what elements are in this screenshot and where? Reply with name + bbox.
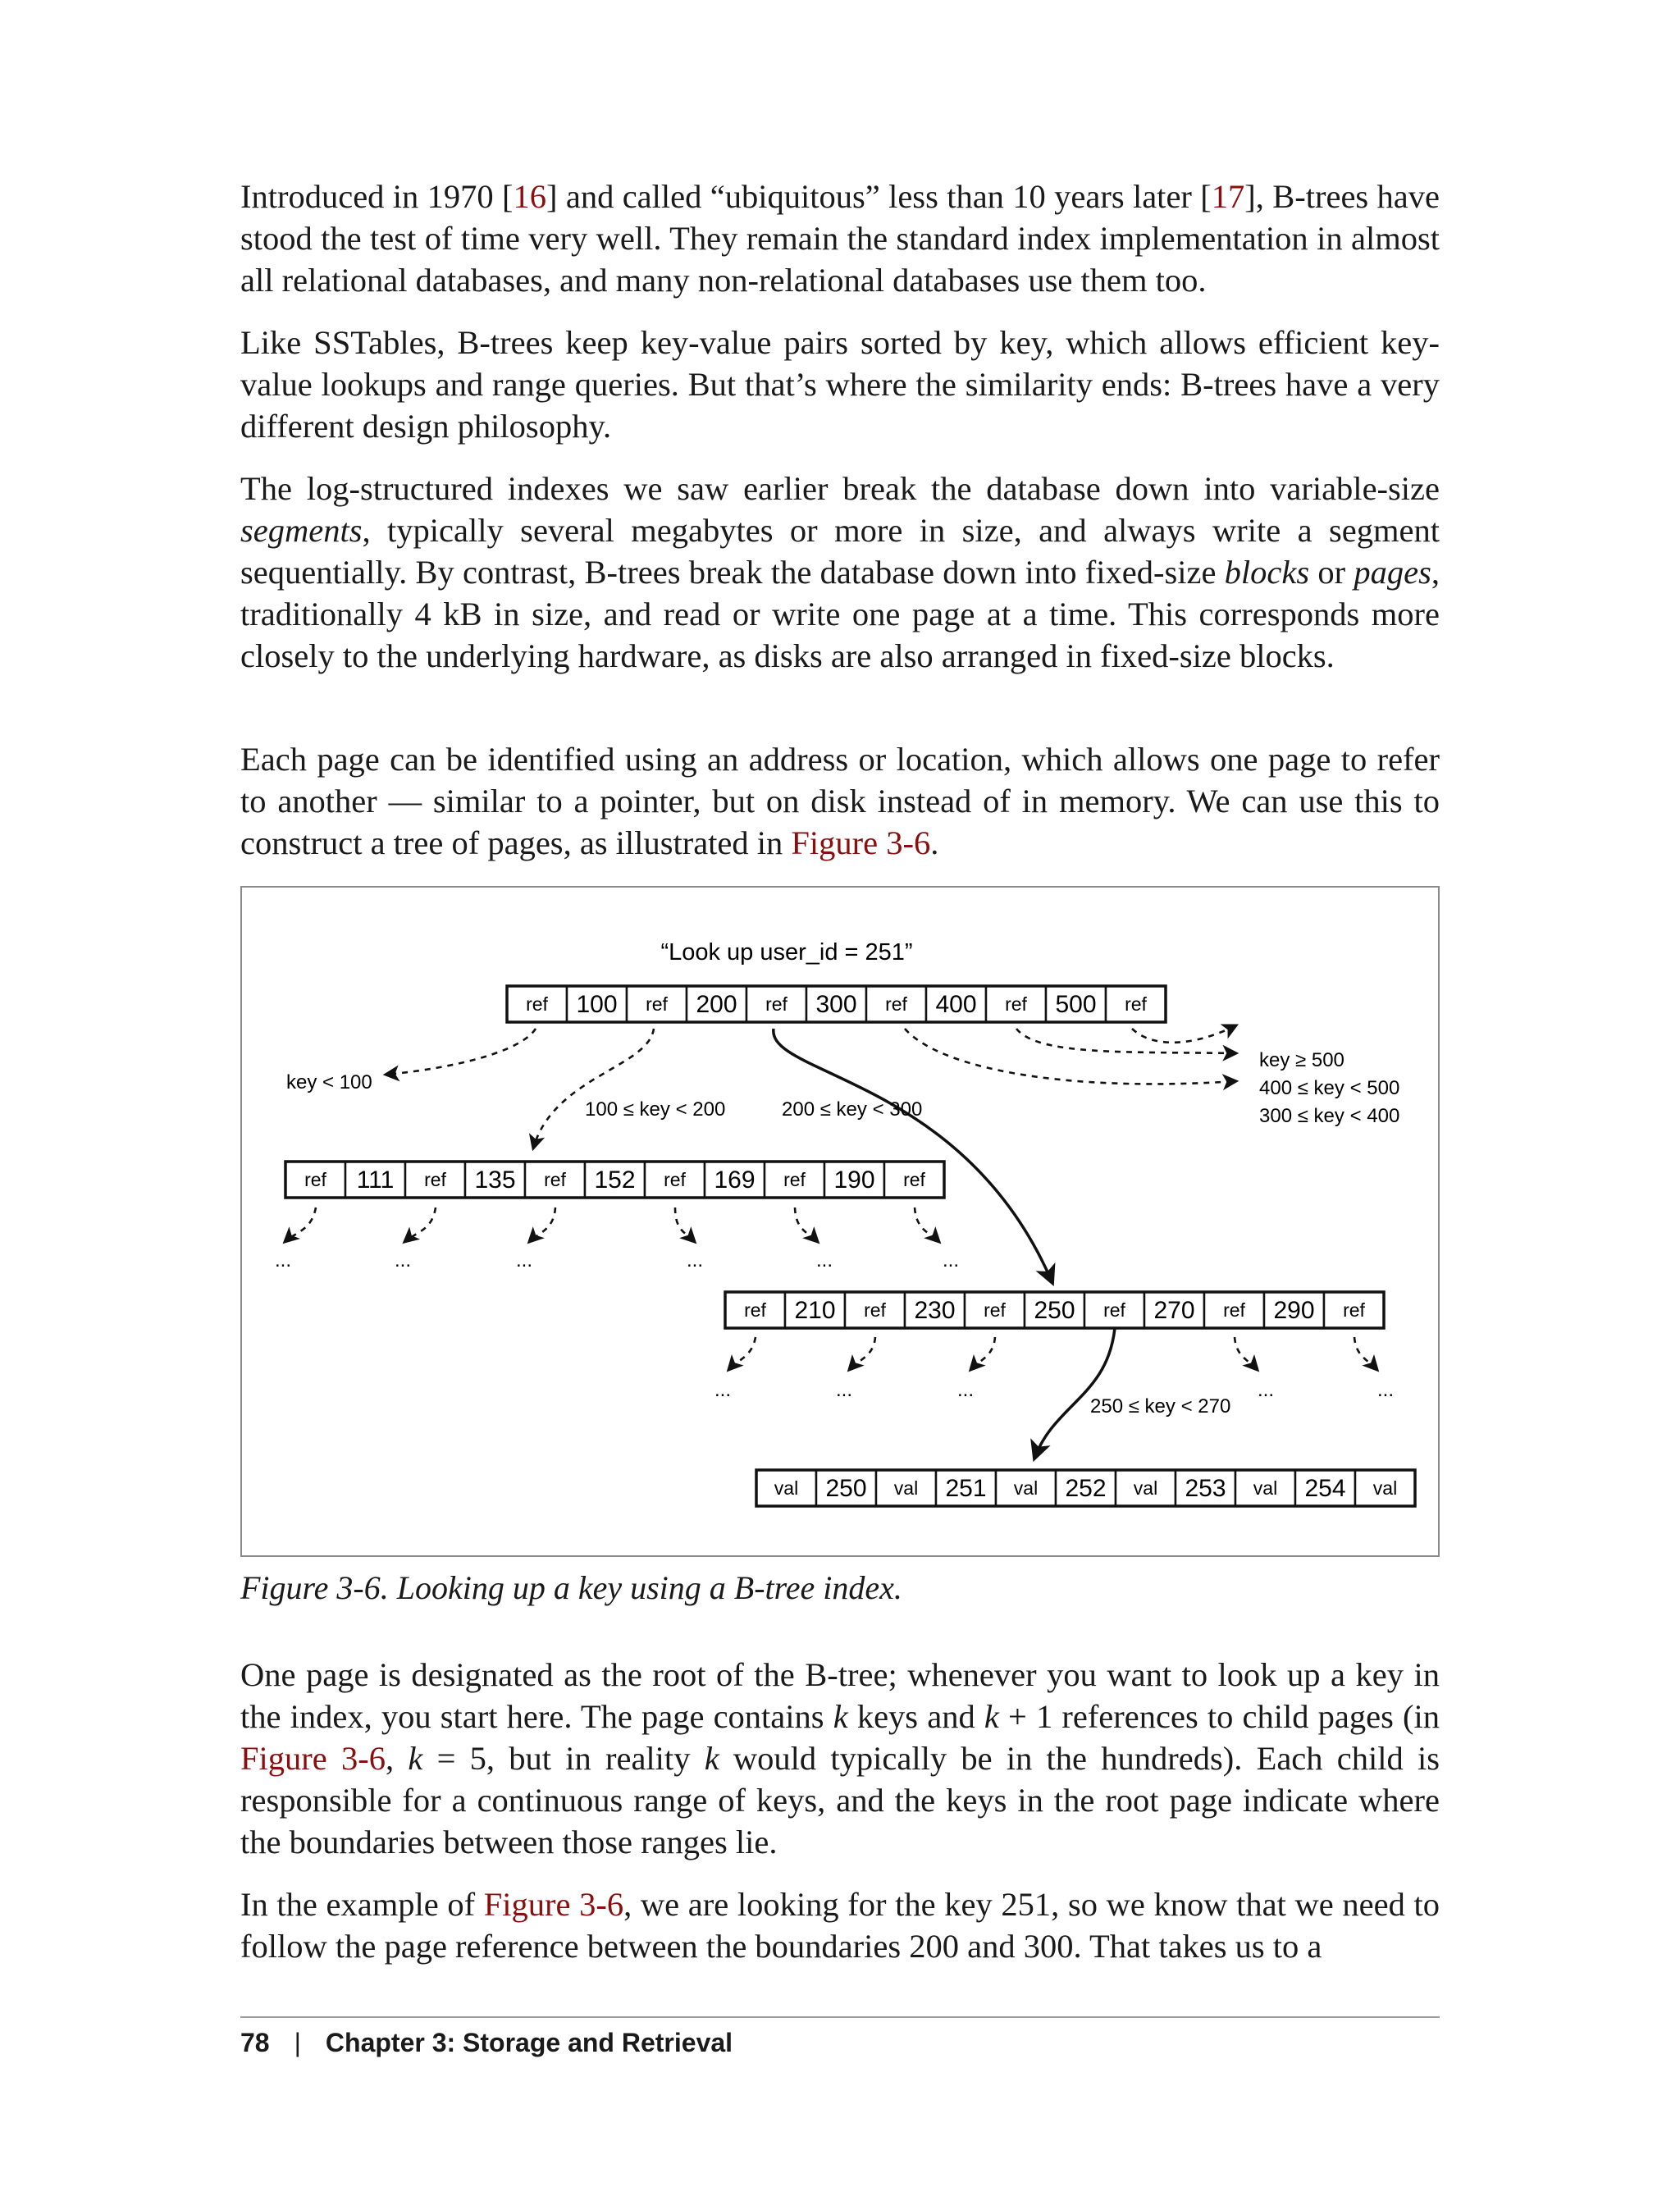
ellipsis: ... <box>275 1249 292 1271</box>
pointer-arrow <box>849 1337 875 1370</box>
key-label: 250 <box>1034 1297 1075 1324</box>
pointer-arrow <box>675 1208 695 1242</box>
paragraph-lookup-example <box>240 1883 1440 1967</box>
reference-label: ref <box>1343 1299 1365 1321</box>
value-label: val <box>774 1477 799 1499</box>
ellipsis: ... <box>943 1249 960 1271</box>
ellipsis: ... <box>687 1249 704 1271</box>
pointer-arrow <box>795 1208 818 1242</box>
label-range-300-400: 300 ≤ key < 400 <box>1259 1105 1400 1127</box>
text-run: , typically several megabytes or more in size, and always write a segment sequentially. By contrast, B-trees break the database down into fixed-size <box>240 512 1440 591</box>
key-label: 230 <box>914 1297 956 1324</box>
reference-label: ref <box>1103 1299 1125 1321</box>
reference-label: ref <box>765 993 788 1015</box>
ellipsis: ... <box>516 1249 533 1271</box>
citation-link-17[interactable]: 17 <box>1211 178 1245 215</box>
ellipsis: ... <box>957 1379 975 1401</box>
value-label: val <box>1253 1477 1278 1499</box>
math-k: k <box>704 1740 719 1777</box>
citation-link-16[interactable]: 16 <box>513 178 547 215</box>
text-run: Each page can be identified using an address or location, which allows one page to refer to another — similar to a pointer, but on disk instead of in memory. We can use this to construct a tree of pages, as illustrated in <box>240 741 1440 861</box>
page-number: 78 <box>240 2028 270 2057</box>
math-k: k <box>408 1740 423 1777</box>
value-label: val <box>1372 1477 1398 1499</box>
key-label: 290 <box>1273 1297 1315 1324</box>
figure-link[interactable]: Figure 3-6 <box>791 824 931 861</box>
text-run: + 1 references to child pages (in <box>998 1698 1440 1735</box>
text-run: , we are looking for the key 251, so we know that we need to follow the page reference between the boundaries 200 and 300. That takes us to a <box>240 1886 1440 1965</box>
key-label: 253 <box>1185 1475 1226 1502</box>
ellipsis: ... <box>816 1249 833 1271</box>
key-label: 169 <box>714 1166 756 1194</box>
reference-label: ref <box>984 1299 1006 1321</box>
pointer-arrow-300-400 <box>905 1029 1236 1084</box>
reference-label: ref <box>526 993 548 1015</box>
math-k: k <box>833 1698 848 1735</box>
label-range-200-300: 200 ≤ key < 300 <box>782 1098 923 1121</box>
reference-label: ref <box>864 1299 886 1321</box>
text-run: In the example of <box>240 1886 484 1923</box>
key-label: 210 <box>794 1297 836 1324</box>
pointer-arrow <box>1235 1337 1258 1370</box>
pointer-arrow-400-500 <box>1016 1029 1236 1053</box>
label-range-250-270: 250 ≤ key < 270 <box>1090 1395 1231 1418</box>
key-label: 270 <box>1153 1297 1195 1324</box>
key-label: 100 <box>576 991 618 1018</box>
term-pages: pages <box>1354 554 1431 591</box>
value-label: val <box>893 1477 919 1499</box>
figure-caption: Figure 3-6. Looking up a key using a B-tree index. <box>240 1569 902 1606</box>
key-label: 111 <box>356 1166 395 1194</box>
pointer-arrow <box>1354 1337 1377 1370</box>
lookup-path-arrow-root-to-child <box>774 1029 1052 1283</box>
label-key-ge-500: key ≥ 500 <box>1259 1049 1344 1071</box>
text-run: . <box>930 824 939 861</box>
root-page <box>507 986 1166 1022</box>
btree-diagram <box>242 888 1438 1555</box>
value-label: val <box>1013 1477 1039 1499</box>
key-label: 500 <box>1055 991 1097 1018</box>
child-page-middle <box>725 1292 1384 1328</box>
figure-btree <box>240 886 1440 1557</box>
text-run: , traditionally 4 kB in size, and read or write one page at a time. This corresponds more closely to the underlying hardware, as disks are also arranged in fixed-size blocks. <box>240 554 1440 674</box>
pointer-arrow-100-200 <box>533 1029 654 1148</box>
reference-label: ref <box>424 1169 446 1190</box>
text-run: The log-structured indexes we saw earlier break the database down into variable-size <box>240 470 1440 507</box>
term-segments: segments <box>240 512 363 549</box>
chapter-title: Chapter 3: Storage and Retrieval <box>325 2028 733 2057</box>
reference-label: ref <box>744 1299 766 1321</box>
ellipsis: ... <box>1258 1379 1275 1401</box>
key-label: 135 <box>474 1166 516 1194</box>
text-run: , <box>385 1740 409 1777</box>
label-key-lt-100: key < 100 <box>286 1071 372 1093</box>
lookup-path-arrow-child-to-leaf <box>1034 1328 1115 1459</box>
key-label: 300 <box>815 991 857 1018</box>
key-label: 252 <box>1065 1475 1107 1502</box>
pointer-arrow <box>915 1208 939 1242</box>
key-label: 254 <box>1304 1475 1346 1502</box>
paragraph-root-page <box>240 1654 1440 1863</box>
page-footer <box>240 2028 733 2058</box>
text-run: = 5, but in reality <box>422 1740 705 1777</box>
pointer-arrow <box>404 1208 436 1242</box>
reference-label: ref <box>903 1169 925 1190</box>
child-page-left <box>285 1162 944 1198</box>
key-label: 251 <box>945 1475 987 1502</box>
key-label: 250 <box>825 1475 867 1502</box>
paragraph-btree-history <box>240 176 1440 301</box>
ellipsis: ... <box>395 1249 412 1271</box>
pointer-arrow <box>285 1208 316 1242</box>
reference-label: ref <box>1005 993 1027 1015</box>
figure-title: “Look up user_id = 251” <box>660 939 913 966</box>
ellipsis: ... <box>714 1379 732 1401</box>
key-label: 152 <box>594 1166 636 1194</box>
key-label: 400 <box>935 991 977 1018</box>
reference-label: ref <box>885 993 907 1015</box>
text-run: ], B-trees have stood the test of time very well. They remain the standard index implementation in almost all relational databases, and many non-relational databases use them too. <box>240 178 1440 299</box>
text-run: keys and <box>847 1698 984 1735</box>
text-run: Introduced in 1970 [ <box>240 178 514 215</box>
reference-label: ref <box>304 1169 326 1190</box>
text-run: would typically be in the hundreds). Each child is responsible for a continuous range of keys, and the keys in the root page indicate where the boundaries between those ranges lie. <box>240 1740 1440 1860</box>
label-range-100-200: 100 ≤ key < 200 <box>585 1098 726 1121</box>
pointer-arrow <box>529 1208 555 1242</box>
figure-link[interactable]: Figure 3-6 <box>483 1886 624 1923</box>
paragraph-sstables-comparison: Like SSTables, B-trees keep key-value pairs sorted by key, which allows efficient key-value lookups and range queries. But that’s where the similarity ends: B-trees have a very different design philosophy. <box>240 324 1440 445</box>
value-label: val <box>1133 1477 1158 1499</box>
pointer-arrow <box>970 1337 995 1370</box>
reference-label: ref <box>1223 1299 1245 1321</box>
pointer-arrow-key-lt-100 <box>386 1029 536 1075</box>
footer-divider <box>240 2016 1440 2018</box>
key-label: 200 <box>696 991 737 1018</box>
reference-label: ref <box>544 1169 566 1190</box>
reference-label: ref <box>1125 993 1147 1015</box>
leaf-page <box>756 1470 1415 1506</box>
text-run: One page is designated as the root of the B-tree; whenever you want to look up a key in the index, you start here. The page contains <box>240 1656 1440 1735</box>
ellipsis: ... <box>836 1379 853 1401</box>
term-blocks: blocks <box>1224 554 1310 591</box>
reference-label: ref <box>646 993 668 1015</box>
paragraph-segments-vs-pages <box>240 468 1440 677</box>
math-k: k <box>984 1698 999 1735</box>
text-run: ] and called “ubiquitous” less than 10 years later [ <box>546 178 1212 215</box>
paragraph-page-addresses <box>240 738 1440 864</box>
label-range-400-500: 400 ≤ key < 500 <box>1259 1077 1400 1099</box>
ellipsis: ... <box>1377 1379 1395 1401</box>
footer-separator: | <box>294 2028 301 2057</box>
reference-label: ref <box>664 1169 686 1190</box>
text-run: or <box>1309 554 1354 591</box>
pointer-arrow-key-ge-500 <box>1132 1025 1236 1043</box>
figure-link[interactable]: Figure 3-6 <box>240 1740 386 1777</box>
key-label: 190 <box>833 1166 875 1194</box>
reference-label: ref <box>783 1169 806 1190</box>
pointer-arrow <box>728 1337 756 1370</box>
